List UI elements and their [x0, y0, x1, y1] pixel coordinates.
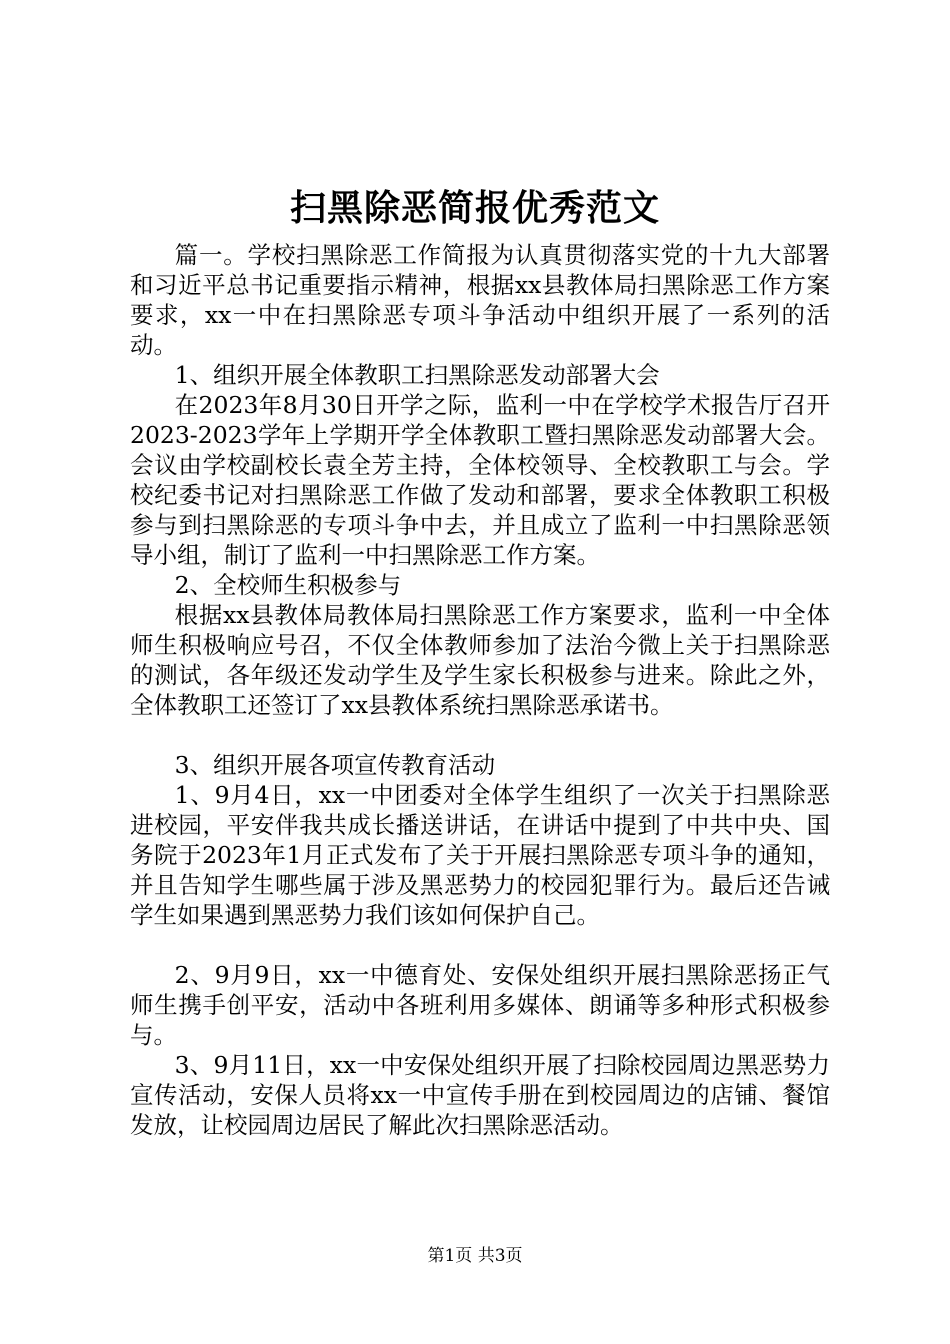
paragraph-section-1: 在2023年8月30日开学之际，监利一中在学校学术报告厅召开2023-2023学年上学期开学全体教职工暨扫黑除恶发动部署大会。会议由学校副校长袁全芳主持，全体校领导、全校教职工与会。学校纪委书记对扫黑除恶工作做了发动和部署，要求全体教职工积极参与到扫黑除恶的专项斗争中去，并且成立了监利一中扫黑除恶领导小组，制订了监利一中扫黑除恶工作方案。	[130, 391, 830, 569]
section-heading-3: 3、组织开展各项宣传教育活动	[174, 751, 496, 779]
paragraph-activity-3: 3、9月11日，xx一中安保处组织开展了扫除校园周边黑恶势力宣传活动，安保人员将xx一中宣传手册在到校园周边的店铺、餐馆发放，让校园周边居民了解此次扫黑除恶活动。	[130, 1051, 830, 1139]
paragraph-activity-2: 2、9月9日，xx一中德育处、安保处组织开展扫黑除恶扬正气师生携手创平安，活动中各班利用多媒体、朗诵等多种形式积极参与。	[130, 961, 830, 1049]
document-title: 扫黑除恶简报优秀范文	[289, 187, 660, 229]
paragraph-section-2: 根据xx县教体局教体局扫黑除恶工作方案要求，监利一中全体师生积极响应号召，不仅全体教师参加了法治今微上关于扫黑除恶的测试，各年级还发动学生及学生家长积极参与进来。除此之外，全体教职工还签订了xx县教体系统扫黑除恶承诺书。	[130, 601, 830, 719]
document-body	[130, 240, 830, 1140]
section-heading-1: 1、组织开展全体教职工扫黑除恶发动部署大会	[174, 361, 660, 389]
page-footer: 第1页 共3页	[427, 1246, 523, 1266]
paragraph-activity-1: 1、9月4日，xx一中团委对全体学生组织了一次关于扫黑除恶进校园，平安伴我共成长播送讲话，在讲话中提到了中共中央、国务院于2023年1月正式发布了关于开展扫黑除恶专项斗争的通知，并且告知学生哪些属于涉及黑恶势力的校园犯罪行为。最后还告诫学生如果遇到黑恶势力我们该如何保护自己。	[130, 781, 830, 929]
paragraph-intro: 篇一。学校扫黑除恶工作简报为认真贯彻落实党的十九大部署和习近平总书记重要指示精神，根据xx县教体局扫黑除恶工作方案要求，xx一中在扫黑除恶专项斗争活动中组织开展了一系列的活动。	[130, 241, 830, 359]
section-heading-2: 2、全校师生积极参与	[174, 571, 402, 599]
